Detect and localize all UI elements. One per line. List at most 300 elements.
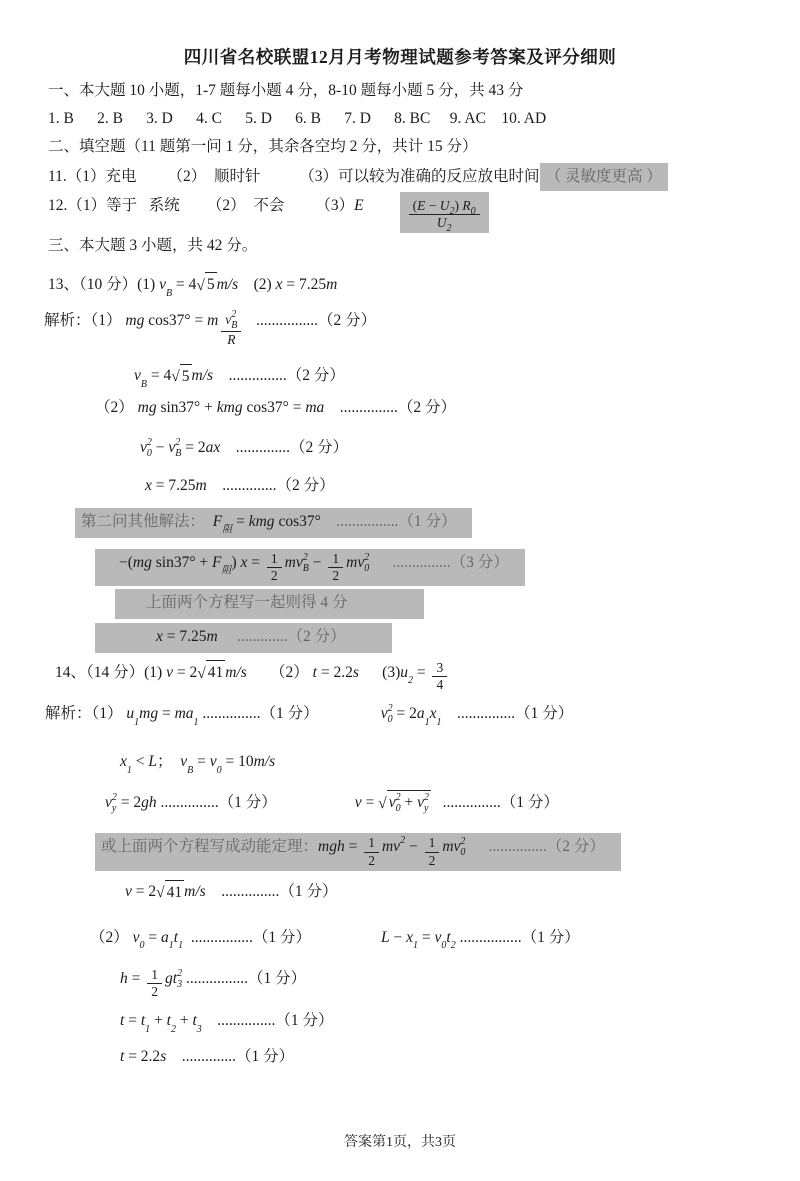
text: 5 [206,276,215,294]
fraction [432,660,447,693]
variable [296,551,309,575]
variable-base: v [209,753,217,771]
text: ................（1 分） [320,512,457,530]
subscript: B [231,320,238,332]
text: = 2.2 [124,1048,161,1066]
subscript: 0 [364,562,370,574]
variable-base: F [212,553,222,571]
math-text: s [160,1048,167,1066]
text: 2 [332,567,340,583]
variable [389,791,401,815]
text: = [127,969,145,987]
text: − [389,928,407,946]
page-title: 四川省名校联盟12月月考物理试题参考答案及评分细则 [183,47,617,67]
text: ...............（2 分） [465,838,605,856]
text: cos37° = [144,312,208,330]
subscript: B [302,562,309,574]
variable-base: a [185,705,194,723]
variable [159,273,172,297]
math-text: x [240,553,248,571]
math-text: mg [137,398,157,416]
radicand [206,660,226,685]
document-content [0,69,800,1071]
variable-base: v [453,838,461,856]
variable [133,926,145,950]
variable-base: U [436,215,447,231]
variable [381,702,393,726]
text: = [344,838,362,856]
text: 2 [368,852,375,868]
fraction-denominator [328,568,343,584]
math-text: m [326,276,338,294]
variable-base: U [439,198,450,214]
fraction [328,551,343,584]
fraction [364,835,379,868]
text: = 2 [181,438,206,456]
math-text: m/s [191,367,214,385]
fraction-numerator [267,551,282,568]
subscript: B [165,287,173,299]
variable [417,702,430,726]
square-root [378,790,431,815]
text: ..............（1 分） [166,1048,295,1066]
text: 5 [181,367,190,385]
variable [141,1009,150,1033]
fraction-numerator [425,835,440,852]
variable-base: v [434,928,442,946]
variable [406,926,418,950]
variable-base: t [172,969,178,987]
math-text: h [120,969,128,987]
text: ) [454,198,463,214]
superscript: 2 [400,835,406,847]
text: ( [412,198,418,214]
variable-base: v [134,367,141,385]
subscript: 2 [450,940,456,952]
math-text: mg [139,705,159,723]
text: ................（1 分） [182,969,307,987]
text: (3) [358,663,401,681]
fraction-numerator [432,660,447,677]
text: + [175,1012,193,1030]
radical-sign-icon: √ [171,368,180,386]
section2-header [48,135,800,161]
subscript: 0 [441,940,447,952]
text: = [144,928,162,946]
fraction-denominator [147,984,162,1000]
spacer [101,640,156,641]
text: ...............（1 分） [205,883,338,901]
answer-12 [48,192,800,233]
text: sin37° + [156,398,217,416]
spacer [319,717,381,718]
variable-base: v [180,753,188,771]
text: ...............（2 分） [324,398,457,416]
variable-base: u [400,663,408,681]
q13-answers [48,272,800,298]
subscript: 0 [139,940,145,952]
variable [439,198,455,218]
variable-base: v [105,794,112,812]
q13-step1 [44,309,800,348]
radicand [165,880,185,905]
variable-base: v [168,438,176,456]
sub-sup-stack [231,309,237,331]
text: = 2 [116,794,142,812]
text: − [151,438,169,456]
math-text: v [125,883,132,901]
superscript: 2 [364,551,370,563]
math-text: m/s [225,663,247,681]
math-text: t [120,1048,125,1066]
variable [225,309,237,331]
subscript: B [187,764,194,776]
superscript: 2 [387,703,393,715]
math-text: m/s [184,883,206,901]
fraction-numerator [409,198,480,218]
variable-base: R [462,198,471,214]
text: = 2 [392,705,417,723]
math-text: R [227,332,236,348]
variable [105,791,117,815]
q13-step5 [145,474,800,500]
variable [186,702,199,726]
text: = [412,663,430,681]
radicand [180,364,192,389]
q13-step4 [140,436,800,462]
highlight-group [400,192,489,233]
subscript: 1 [145,1023,151,1035]
text: = [193,753,210,771]
subscript: 2 [449,206,455,218]
fraction-denominator [432,677,447,693]
math-text: t [312,663,317,681]
subscript: 1 [413,940,418,952]
math-text: v [354,794,362,812]
text: （2） [90,928,133,946]
text: = 2 [131,883,157,901]
subscript: 阻 [221,565,232,577]
text: = [232,512,249,530]
superscript: 2 [146,436,152,448]
text: = [158,705,175,723]
text: = 7.25 [282,276,327,294]
text: 二、填空题（11 题第一问 1 分，其余各空均 2 分，共计 15 分） [48,138,478,155]
text: ................（1 分） [183,928,311,946]
math-text: mg [125,312,145,330]
text: （ 灵敏度更高 ） [545,168,662,185]
math-text: E [354,197,364,215]
subscript: y [111,803,117,815]
math-text: ma [305,398,325,416]
variable [173,967,182,991]
subscript: 3 [177,978,183,990]
spacer [346,640,376,641]
text: 3 [436,659,444,675]
math-text: m/s [216,276,239,294]
math-text: m [381,838,394,856]
math-text: m [195,476,207,494]
variable [435,926,447,950]
subscript: 阻 [222,524,233,536]
text: （2） [95,398,138,416]
variable-base: v [393,838,401,856]
variable-base: a [416,705,425,723]
highlight-group [540,163,668,191]
variable-base: t [173,928,179,946]
text: = 2 [172,663,198,681]
variable-base: a [161,928,169,946]
radical-sign-icon: √ [197,664,206,682]
variable [357,551,369,575]
math-text: g [165,969,173,987]
variable-base: t [166,1012,171,1030]
variable [167,1009,176,1033]
text: 13、（10 分）(1) [48,276,160,294]
subscript: 0 [387,714,393,726]
text: ) [231,553,241,571]
text: 2 [151,983,158,999]
text: sin37° + [151,553,213,571]
subscript: 1 [178,940,184,952]
variable [462,198,476,218]
text: = 7.25 [151,476,196,494]
variable [134,364,147,388]
superscript: 2 [460,836,466,848]
subscript: 2 [170,1023,176,1035]
variable-base: v [132,928,140,946]
text: 12.（1）等于 系统 （2） 不会 （3） [48,197,355,215]
math-text: mg [132,553,152,571]
subscript: B [175,447,182,459]
choice-answers [48,107,800,133]
text: 1 [428,835,436,851]
text: 第二问其他解法： [81,512,213,530]
text: 解析：（1） [45,705,127,723]
q14-part2-eq3 [120,1009,800,1035]
math-text: m [207,312,219,330]
variable [140,436,152,460]
math-text: s [352,663,359,681]
text: ...............（3 分） [369,553,509,571]
math-text: L [380,928,390,946]
text: ...............（2 分） [213,367,345,385]
subscript: 0 [395,803,401,815]
math-text: m [174,705,186,723]
variable [454,835,466,859]
math-text: m [284,553,296,571]
text: ...............（1 分） [198,705,319,723]
text: 14、（14 分）(1) [55,663,167,681]
subscript: y [423,803,429,815]
q13-step2 [134,364,800,390]
math-text: x [275,276,283,294]
variable [180,750,193,774]
variable-base: x [406,928,413,946]
fraction-numerator [364,835,379,852]
variable [174,926,183,950]
math-text: ax [205,438,221,456]
variable-base: t [140,1012,146,1030]
text: 1 [270,550,278,566]
variable-base: v [295,553,303,571]
subscript: 1 [193,716,199,728]
fraction [409,198,480,235]
text: 41 [166,883,183,901]
superscript: 2 [231,309,237,321]
spacer [277,806,355,807]
subscript: 0 [216,764,222,776]
subscript: 1 [126,764,132,776]
spacer [101,566,119,567]
math-text: m [346,553,358,571]
sub-sup-stack [424,792,429,814]
variable [393,835,405,859]
math-text: kmg [216,398,243,416]
fraction [147,967,162,1000]
text: = 4 [147,367,172,385]
text: 1. B 2. B 3. D 4. C 5. D 6. B 7. D 8. BC 9. AC 10. AD [48,110,547,127]
fraction [221,309,241,348]
square-root [171,364,191,389]
radical-sign-icon: √ [196,277,205,295]
fraction-numerator [147,967,162,984]
subscript: 2 [446,223,452,235]
superscript: 2 [111,792,117,804]
variable [210,750,222,774]
fraction-denominator [267,568,282,584]
square-root [196,272,216,297]
text: ..............（2 分） [206,476,335,494]
q14-step2 [120,750,800,776]
text: .............（2 分） [217,627,346,645]
text: = [361,794,379,812]
text: 2 [270,567,278,583]
subscript: 0 [460,847,466,859]
math-text: E [417,198,426,214]
superscript: 2 [177,967,183,979]
answer-11 [48,163,800,191]
q13-alt-header [75,508,472,538]
variable-base: v [417,794,424,812]
radicand [205,272,217,297]
text: ..............（2 分） [220,438,349,456]
text: ； [157,753,181,771]
variable-base: v [388,794,396,812]
variable-base: v [159,276,166,294]
math-text: t [120,1012,125,1030]
text: = 7.25 [162,627,207,645]
text: 1 [368,835,375,851]
variable [430,702,442,726]
superscript: 2 [423,792,429,804]
text: 11.（1）充电 （2） 顺时针 （3）可以较为准确的反应放电时间 [48,168,540,185]
q14-v-result [125,880,800,906]
section3-header [48,234,800,260]
text: = 10 [221,753,254,771]
text: （2） [246,663,313,681]
math-text: x [156,627,163,645]
text: ...............（1 分） [441,705,574,723]
text: 1 [332,550,340,566]
fraction-denominator [364,853,379,869]
subscript: 1 [168,940,174,952]
fraction [267,551,282,584]
spacer [348,606,408,607]
math-text: v [166,663,173,681]
text: ...............（1 分） [430,794,559,812]
fraction-numerator [328,551,343,568]
q14-step3 [105,790,800,816]
variable-base: x [120,753,127,771]
text: (2) [238,276,276,294]
text: 4 [436,677,444,693]
spacer [121,606,146,607]
subscript: 1 [436,716,442,728]
variable-base: F [212,512,223,530]
math-text: mgh [318,838,345,856]
text: cos37° [274,512,321,530]
text: ...............（1 分） [201,1012,334,1030]
subscript: 0 [146,447,152,459]
superscript: 2 [302,551,308,563]
variable-base: v [357,553,365,571]
spacer [364,209,400,210]
text: − [308,553,326,571]
radical-sign-icon: √ [378,795,387,813]
text: = 2.2 [316,663,353,681]
text: < [131,753,149,771]
subscript: 0 [470,206,476,218]
subscript: 2 [407,675,413,687]
q14-part2-eq1 [90,926,800,952]
q14-part2-result [120,1045,800,1071]
superscript: 2 [395,792,401,804]
text: = [418,928,435,946]
fraction-numerator [221,309,241,332]
variable [400,661,413,685]
text: − [425,198,440,214]
square-root [156,880,184,905]
text: ...............（1 分） [156,794,277,812]
text: 1 [151,966,158,982]
q13-alt-note [115,589,424,619]
variable-base: x [429,705,437,723]
text: 上面两个方程写一起则得 4 分 [146,593,348,611]
subscript: 1 [134,716,140,728]
section1-header [48,79,800,105]
variable [126,702,139,726]
radical-sign-icon: √ [156,884,165,902]
text: cos37° = [242,398,306,416]
variable [120,750,132,774]
text: 41 [207,663,224,681]
subscript: 1 [424,716,430,728]
math-text: x [145,476,152,494]
text: = [124,1012,141,1030]
subscript: 3 [196,1023,202,1035]
text: ................（2 分） [244,312,377,330]
variable-base: t [446,928,451,946]
text: 或上面两个方程写成动能定理： [101,838,319,856]
math-text: kmg [248,512,275,530]
variable [417,791,429,815]
fraction [425,835,440,868]
page-footer: 答案第1页，共3页 [344,1135,456,1150]
spacer [311,941,381,942]
text: 2 [428,852,436,868]
fraction-denominator [425,853,440,869]
